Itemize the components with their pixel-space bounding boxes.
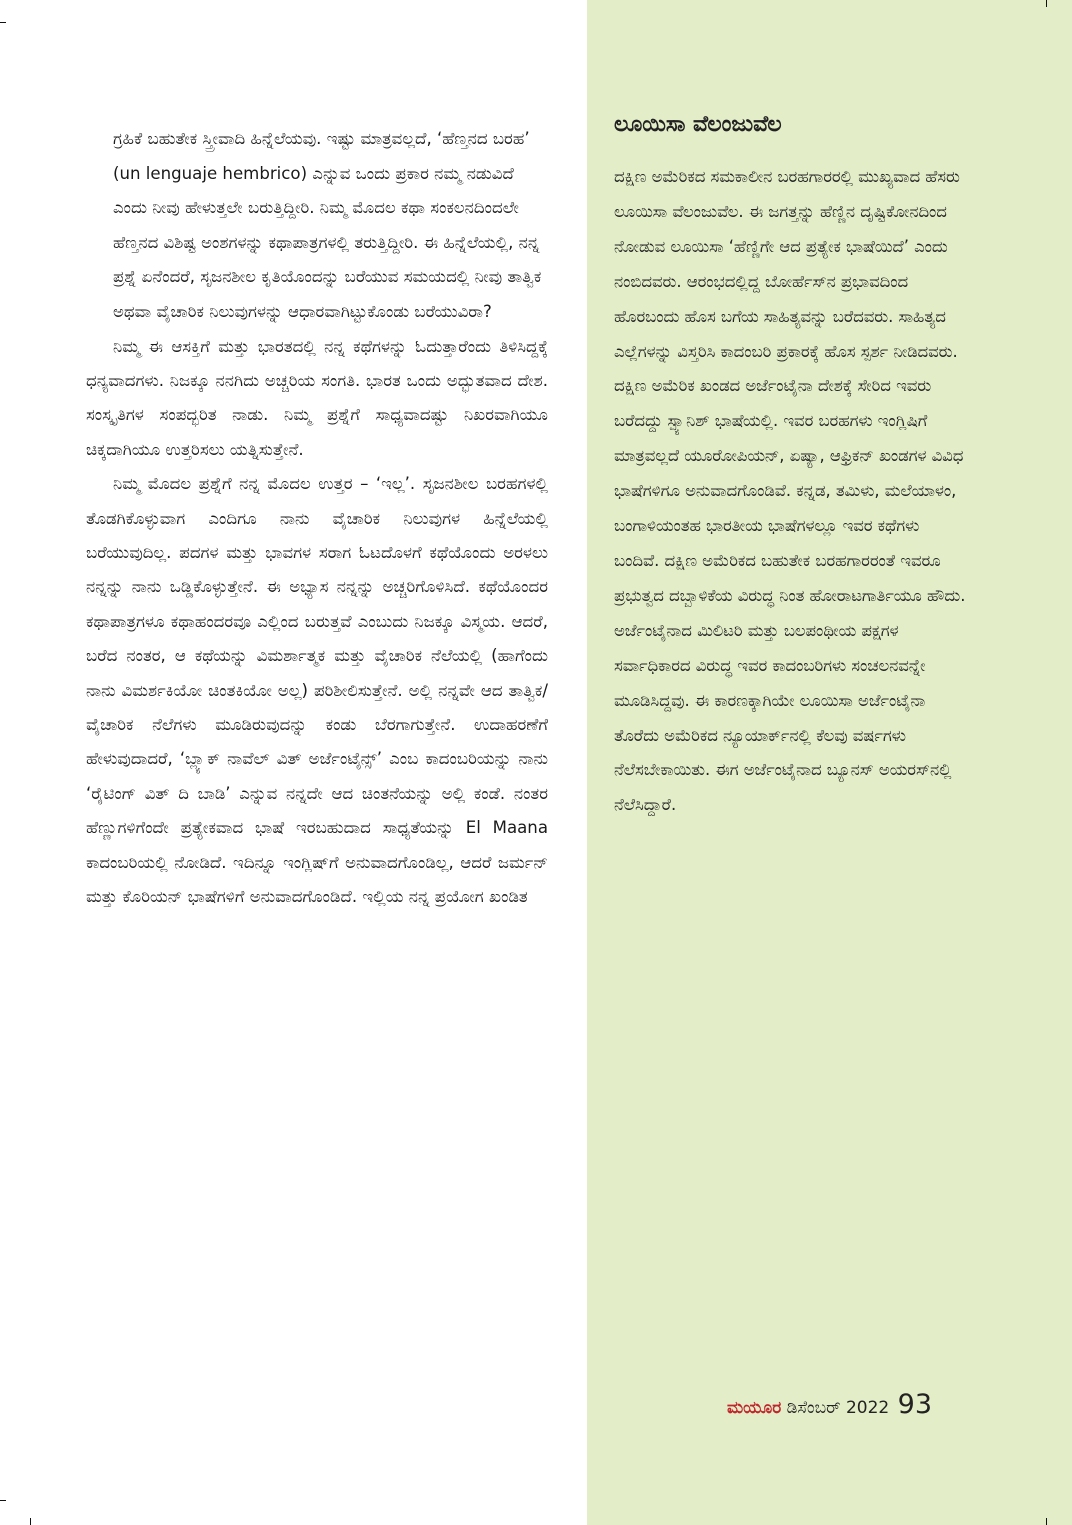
- crop-mark-left-bottom: [0, 1500, 6, 1501]
- sidebar-title: ಲೂಯಿಸಾ ವೆಲಂಜುವೆಲ: [614, 112, 782, 137]
- answer-paragraph-1: ನಿಮ್ಮ ಈ ಆಸಕ್ತಿಗೆ ಮತ್ತು ಭಾರತದಲ್ಲಿ ನನ್ನ ಕಥೆಗಳನ್ನು ಓದುತ್ತಾರೆಂದು ತಿಳಿಸಿದ್ದಕ್ಕೆ ಧನ್ಯವಾದಗಳು. ನಿಜಕ್ಕೂ ನನಗಿದು ಅಚ್ಚರಿಯ ಸಂಗತಿ. ಭಾರತ ಒಂದು ಅದ್ಭುತವಾದ ದೇಶ. ಸಂಸ್ಕೃತಿಗಳ ಸಂಪದ್ಭರಿತ ನಾಡು. ನಿಮ್ಮ ಪ್ರಶ್ನೆಗೆ ಸಾಧ್ಯವಾದಷ್ಟು ನಿಖರವಾಗಿಯೂ ಚಿಕ್ಕದಾಗಿಯೂ ಉತ್ತರಿಸಲು ಯತ್ನಿಸುತ್ತೇನೆ.: [86, 336, 548, 459]
- sidebar-body: ದಕ್ಷಿಣ ಅಮೆರಿಕದ ಸಮಕಾಲೀನ ಬರಹಗಾರರಲ್ಲಿ ಮುಖ್ಯವಾದ ಹೆಸರು ಲೂಯಿಸಾ ವೆಲಂಜುವೆಲ. ಈ ಜಗತ್ತನ್ನು ಹೆಣ್ಣಿನ ದೃಷ್ಟಿಕೋನದಿಂದ ನೋಡುವ ಲೂಯಿಸಾ ‘ಹೆಣ್ಣಿಗೇ ಆದ ಪ್ರತ್ಯೇಕ ಭಾಷೆಯಿದೆ’ ಎಂದು ನಂಬಿದವರು. ಆರಂಭದಲ್ಲಿದ್ದ ಬೋರ್ಹೆಸ್‌ನ ಪ್ರಭಾವದಿಂದ ಹೊರಬಂದು ಹೊಸ ಬಗೆಯ ಸಾಹಿತ್ಯವನ್ನು ಬರೆದವರು. ಸಾಹಿತ್ಯದ ಎಲ್ಲೆಗಳನ್ನು ವಿಸ್ತರಿಸಿ ಕಾದಂಬರಿ ಪ್ರಕಾರಕ್ಕೆ ಹೊಸ ಸ್ಪರ್ಶ ನೀಡಿದವರು. ದಕ್ಷಿಣ ಅಮೆರಿಕ ಖಂಡದ ಅರ್ಜೆಂಟೈನಾ ದೇಶಕ್ಕೆ ಸೇರಿದ ಇವರು ಬರೆದದ್ದು ಸ್ಪ್ಯಾನಿಶ್ ಭಾಷೆಯಲ್ಲಿ. ಇವರ ಬರಹಗಳು ಇಂಗ್ಲಿಷಿಗೆ ಮಾತ್ರವಲ್ಲದೆ ಯೂರೋಪಿಯನ್, ಏಷ್ಯಾ, ಆಫ್ರಿಕನ್ ಖಂಡಗಳ ವಿವಿಧ ಭಾಷೆಗಳಿಗೂ ಅನುವಾದಗೊಂಡಿವೆ. ಕನ್ನಡ, ತಮಿಳು, ಮಲೆಯಾಳಂ, ಬಂಗಾಳಿಯಂತಹ ಭಾರತೀಯ ಭಾಷೆಗಳಲ್ಲೂ ಇವರ ಕಥೆಗಳು ಬಂದಿವೆ. ದಕ್ಷಿಣ ಅಮೆರಿಕದ ಬಹುತೇಕ ಬರಹಗಾರರಂತೆ ಇವರೂ ಪ್ರಭುತ್ವದ ದಬ್ಬಾಳಿಕೆಯ ವಿರುದ್ಧ ನಿಂತ ಹೋರಾಟಗಾರ್ತಿಯೂ ಹೌದು. ಅರ್ಜೆಂಟೈನಾದ ಮಿಲಿಟರಿ ಮತ್ತು ಬಲಪಂಥೀಯ ಪಕ್ಷಗಳ ಸರ್ವಾಧಿಕಾರದ ವಿರುದ್ಧ ಇವರ ಕಾದಂಬರಿಗಳು ಸಂಚಲನವನ್ನೇ ಮೂಡಿಸಿದ್ದವು. ಈ ಕಾರಣಕ್ಕಾಗಿಯೇ ಲೂಯಿಸಾ ಅರ್ಜೆಂಟೈನಾ ತೊರೆದು ಅಮೆರಿಕದ ನ್ಯೂಯಾರ್ಕ್‌ನಲ್ಲಿ ಕೆಲವು ವರ್ಷಗಳು ನೆಲೆಸಬೇಕಾಯಿತು. ಈಗ ಅರ್ಜೆಂಟೈನಾದ ಬ್ಯೂನಸ್ ಅಯರಸ್‌ನಲ್ಲಿ ನೆಲೆಸಿದ್ದಾರೆ.: [614, 167, 966, 815]
- crop-mark-bottom-left: [30, 1518, 31, 1525]
- answer-paragraph-2: ನಿಮ್ಮ ಮೊದಲ ಪ್ರಶ್ನೆಗೆ ನನ್ನ ಮೊದಲ ಉತ್ತರ – ‘ಇಲ್ಲ’. ಸೃಜನಶೀಲ ಬರಹಗಳಲ್ಲಿ ತೊಡಗಿಕೊಳ್ಳುವಾಗ ಎಂದಿಗೂ ನಾನು ವೈಚಾರಿಕ ನಿಲುವುಗಳ ಹಿನ್ನೆಲೆಯಲ್ಲಿ ಬರೆಯುವುದಿಲ್ಲ. ಪದಗಳ ಮತ್ತು ಭಾವಗಳ ಸರಾಗ ಓಟದೊಳಗೆ ಕಥೆಯೊಂದು ಅರಳಲು ನನ್ನನ್ನು ನಾನು ಒಡ್ಡಿಕೊಳ್ಳುತ್ತೇನೆ. ಈ ಅಭ್ಯಾಸ ನನ್ನನ್ನು ಅಚ್ಚರಿಗೊಳಿಸಿದೆ. ಕಥೆಯೊಂದರ ಕಥಾಪಾತ್ರಗಳೂ ಕಥಾಹಂದರವೂ ಎಲ್ಲಿಂದ ಬರುತ್ತವೆ ಎಂಬುದು ನಿಜಕ್ಕೂ ವಿಸ್ಮಯ. ಆದರೆ, ಬರೆದ ನಂತರ, ಆ ಕಥೆಯನ್ನು ವಿಮರ್ಶಾತ್ಮಕ ಮತ್ತು ವೈಚಾರಿಕ ನೆಲೆಯಲ್ಲಿ (ಹಾಗೆಂದು ನಾನು ವಿಮರ್ಶಕಿಯೋ ಚಿಂತಕಿಯೋ ಅಲ್ಲ) ಪರಿಶೀಲಿಸುತ್ತೇನೆ. ಅಲ್ಲಿ ನನ್ನವೇ ಆದ ತಾತ್ವಿಕ/ ವೈಚಾರಿಕ ನೆಲೆಗಳು ಮೂಡಿರುವುದನ್ನು ಕಂಡು ಬೆರಗಾಗುತ್ತೇನೆ. ಉದಾಹರಣೆಗೆ ಹೇಳುವುದಾದರೆ, ‘ಬ್ಲ್ಯಾಕ್ ನಾವೆಲ್ ವಿತ್ ಅರ್ಜೆಂಟೈನ್ಸ್’ ಎಂಬ ಕಾದಂಬರಿಯನ್ನು ನಾನು ‘ರೈಟಿಂಗ್ ವಿತ್ ದಿ ಬಾಡಿ’ ಎನ್ನುವ ನನ್ನದೇ ಆದ ಚಿಂತನೆಯನ್ನು ಅಲ್ಲಿ ಕಂಡೆ. ನಂತರ ಹೆಣ್ಣುಗಳಿಗೆಂದೇ ಪ್ರತ್ಯೇಕವಾದ ಭಾಷೆ ಇರಬಹುದಾದ ಸಾಧ್ಯತೆಯನ್ನು El Maana ಕಾದಂಬರಿಯಲ್ಲಿ ನೋಡಿದೆ. ಇದಿನ್ನೂ ಇಂಗ್ಲಿಷ್‌ಗೆ ಅನುವಾದಗೊಂಡಿಲ್ಲ, ಆದರೆ ಜರ್ಮನ್ ಮತ್ತು ಕೊರಿಯನ್ ಭಾಷೆಗಳಿಗೆ ಅನುವಾದಗೊಂಡಿದೆ. ಇಲ್ಲಿಯ ನನ್ನ ಪ್ರಯೋಗ ಖಂಡಿತ: [86, 474, 548, 907]
- crop-mark-bottom-right: [1046, 1518, 1047, 1525]
- crop-mark-left-top: [0, 22, 6, 23]
- page-number: 93: [897, 1389, 933, 1420]
- interview-question: ಗ್ರಹಿಕೆ ಬಹುತೇಕ ಸ್ತ್ರೀವಾದಿ ಹಿನ್ನೆಲೆಯವು. ಇಷ್ಟು ಮಾತ್ರವಲ್ಲದೆ, ‘ಹೆಣ್ತನದ ಬರಹ’ (un lenguaje hembrico) ಎನ್ನುವ ಒಂದು ಪ್ರಕಾರ ನಮ್ಮ ನಡುವಿದೆ ಎಂದು ನೀವು ಹೇಳುತ್ತಲೇ ಬರುತ್ತಿದ್ದೀರಿ. ನಿಮ್ಮ ಮೊದಲ ಕಥಾ ಸಂಕಲನದಿಂದಲೇ ಹೆಣ್ತನದ ವಿಶಿಷ್ಟ ಅಂಶಗಳನ್ನು ಕಥಾಪಾತ್ರಗಳಲ್ಲಿ ತರುತ್ತಿದ್ದೀರಿ. ಈ ಹಿನ್ನೆಲೆಯಲ್ಲಿ, ನನ್ನ ಪ್ರಶ್ನೆ ಏನೆಂದರೆ, ಸೃಜನಶೀಲ ಕೃತಿಯೊಂದನ್ನು ಬರೆಯುವ ಸಮಯದಲ್ಲಿ ನೀವು ತಾತ್ವಿಕ ಅಥವಾ ವೈಚಾರಿಕ ನಿಲುವುಗಳನ್ನು ಆಧಾರವಾಗಿಟ್ಟುಕೊಂಡು ಬರೆಯುವಿರಾ?: [113, 129, 542, 321]
- page-footer: [727, 1389, 932, 1420]
- issue-date: ಡಿಸೆಂಬರ್ 2022: [786, 1398, 890, 1418]
- main-column: [86, 122, 548, 914]
- crop-mark-top: [1046, 0, 1047, 7]
- magazine-name: ಮಯೂರ: [727, 1398, 782, 1418]
